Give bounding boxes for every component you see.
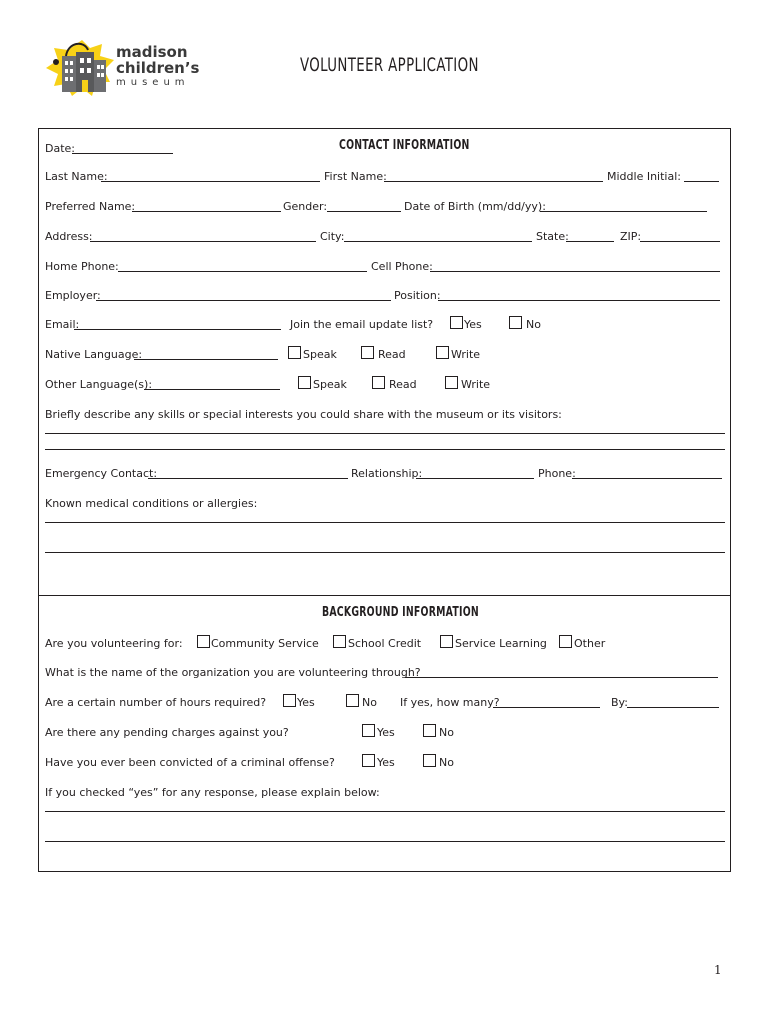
last-name-label: Last Name: bbox=[45, 170, 108, 183]
relationship-label: Relationship: bbox=[351, 467, 423, 480]
middle-initial-field[interactable] bbox=[684, 181, 719, 182]
community-service-checkbox[interactable] bbox=[197, 635, 210, 648]
pending-yes-label: Yes bbox=[377, 726, 395, 739]
school-credit-label: School Credit bbox=[348, 637, 422, 650]
address-field[interactable] bbox=[90, 241, 316, 242]
native-write-label: Write bbox=[451, 348, 481, 361]
skills-label: Briefly describe any skills or special interests you could share with the museum or its visitors: bbox=[45, 408, 562, 421]
zip-label: ZIP: bbox=[620, 230, 642, 243]
by-label: By: bbox=[611, 696, 628, 709]
convicted-yes-checkbox[interactable] bbox=[362, 754, 375, 767]
pending-charges-label: Are there any pending charges against you? bbox=[45, 726, 289, 739]
convicted-no-label: No bbox=[439, 756, 454, 769]
hours-yes-label: Yes bbox=[297, 696, 315, 709]
pending-yes-checkbox[interactable] bbox=[362, 724, 375, 737]
other-read-label: Read bbox=[389, 378, 417, 391]
employer-label: Employer: bbox=[45, 289, 101, 302]
convicted-no-checkbox[interactable] bbox=[423, 754, 436, 767]
other-languages-label: Other Language(s): bbox=[45, 378, 153, 391]
email-list-yes-checkbox[interactable] bbox=[450, 316, 463, 329]
how-many-label: If yes, how many? bbox=[400, 696, 500, 709]
native-speak-label: Speak bbox=[303, 348, 337, 361]
native-read-checkbox[interactable] bbox=[361, 346, 374, 359]
skills-line-2[interactable] bbox=[45, 449, 725, 450]
email-list-label: Join the email update list? bbox=[290, 318, 434, 331]
other-speak-label: Speak bbox=[313, 378, 347, 391]
pending-no-label: No bbox=[439, 726, 454, 739]
first-name-field[interactable] bbox=[384, 181, 603, 182]
home-phone-field[interactable] bbox=[118, 271, 367, 272]
other-languages-field[interactable] bbox=[144, 389, 280, 390]
first-name-label: First Name: bbox=[324, 170, 387, 183]
home-phone-label: Home Phone: bbox=[45, 260, 119, 273]
hours-no-label: No bbox=[362, 696, 377, 709]
contact-section bbox=[38, 128, 731, 596]
contact-section-title: CONTACT INFORMATION bbox=[339, 138, 470, 153]
state-field[interactable] bbox=[566, 241, 614, 242]
native-speak-checkbox[interactable] bbox=[288, 346, 301, 359]
community-service-label: Community Service bbox=[211, 637, 319, 650]
address-label: Address: bbox=[45, 230, 93, 243]
school-credit-checkbox[interactable] bbox=[333, 635, 346, 648]
page-number: 1 bbox=[714, 963, 722, 977]
dob-label: Date of Birth (mm/dd/yy): bbox=[404, 200, 546, 213]
medical-label: Known medical conditions or allergies: bbox=[45, 497, 258, 510]
native-language-label: Native Language: bbox=[45, 348, 143, 361]
cell-phone-field[interactable] bbox=[430, 271, 720, 272]
organization-field[interactable] bbox=[405, 677, 718, 678]
date-label: Date: bbox=[45, 142, 75, 155]
by-field[interactable] bbox=[627, 707, 719, 708]
preferred-name-field[interactable] bbox=[132, 211, 281, 212]
museum-logo bbox=[44, 38, 204, 102]
gender-field[interactable] bbox=[327, 211, 401, 212]
brand-line-2: children’s bbox=[116, 59, 200, 77]
explain-line-1[interactable] bbox=[45, 811, 725, 812]
position-field[interactable] bbox=[438, 300, 720, 301]
how-many-field[interactable] bbox=[493, 707, 600, 708]
native-language-field[interactable] bbox=[134, 359, 278, 360]
pending-no-checkbox[interactable] bbox=[423, 724, 436, 737]
skills-line-1[interactable] bbox=[45, 433, 725, 434]
brand-line-1: madison bbox=[116, 43, 188, 61]
convicted-yes-label: Yes bbox=[377, 756, 395, 769]
email-field[interactable] bbox=[74, 329, 281, 330]
hours-required-label: Are a certain number of hours required? bbox=[45, 696, 267, 709]
volunteering-for-label: Are you volunteering for: bbox=[45, 637, 183, 650]
explain-line-2[interactable] bbox=[45, 841, 725, 842]
convicted-label: Have you ever been convicted of a criminal offense? bbox=[45, 756, 335, 769]
gender-label: Gender: bbox=[283, 200, 328, 213]
native-read-label: Read bbox=[378, 348, 406, 361]
email-label: Email: bbox=[45, 318, 80, 331]
last-name-field[interactable] bbox=[101, 181, 320, 182]
brand-line-3: museum bbox=[116, 77, 190, 88]
city-field[interactable] bbox=[344, 241, 532, 242]
explain-label: If you checked “yes” for any response, please explain below: bbox=[45, 786, 380, 799]
medical-line-1[interactable] bbox=[45, 522, 725, 523]
hours-no-checkbox[interactable] bbox=[346, 694, 359, 707]
other-read-checkbox[interactable] bbox=[372, 376, 385, 389]
medical-line-2[interactable] bbox=[45, 552, 725, 553]
organization-label: What is the name of the organization you are volunteering through? bbox=[45, 666, 421, 679]
other-write-checkbox[interactable] bbox=[445, 376, 458, 389]
emergency-contact-field[interactable] bbox=[148, 478, 348, 479]
service-learning-label: Service Learning bbox=[455, 637, 547, 650]
state-label: State: bbox=[536, 230, 569, 243]
city-label: City: bbox=[320, 230, 345, 243]
emergency-contact-label: Emergency Contact: bbox=[45, 467, 158, 480]
email-list-no-label: No bbox=[526, 318, 541, 331]
emergency-phone-label: Phone: bbox=[538, 467, 576, 480]
email-list-no-checkbox[interactable] bbox=[509, 316, 522, 329]
relationship-field[interactable] bbox=[416, 478, 534, 479]
other-label: Other bbox=[574, 637, 606, 650]
email-list-yes-label: Yes bbox=[464, 318, 482, 331]
other-checkbox[interactable] bbox=[559, 635, 572, 648]
native-write-checkbox[interactable] bbox=[436, 346, 449, 359]
employer-field[interactable] bbox=[96, 300, 391, 301]
other-speak-checkbox[interactable] bbox=[298, 376, 311, 389]
zip-field[interactable] bbox=[640, 241, 720, 242]
position-label: Position: bbox=[394, 289, 441, 302]
preferred-name-label: Preferred Name: bbox=[45, 200, 136, 213]
dob-field[interactable] bbox=[540, 211, 707, 212]
hours-yes-checkbox[interactable] bbox=[283, 694, 296, 707]
emergency-phone-field[interactable] bbox=[572, 478, 722, 479]
other-write-label: Write bbox=[461, 378, 491, 391]
brand-wordmark bbox=[116, 44, 199, 90]
middle-initial-label: Middle Initial: bbox=[607, 170, 681, 183]
document-title: VOLUNTEER APPLICATION bbox=[300, 54, 479, 76]
background-section-title: BACKGROUND INFORMATION bbox=[322, 605, 479, 620]
building-logo-icon bbox=[44, 38, 120, 100]
cell-phone-label: Cell Phone: bbox=[371, 260, 433, 273]
date-field[interactable] bbox=[72, 153, 173, 154]
service-learning-checkbox[interactable] bbox=[440, 635, 453, 648]
